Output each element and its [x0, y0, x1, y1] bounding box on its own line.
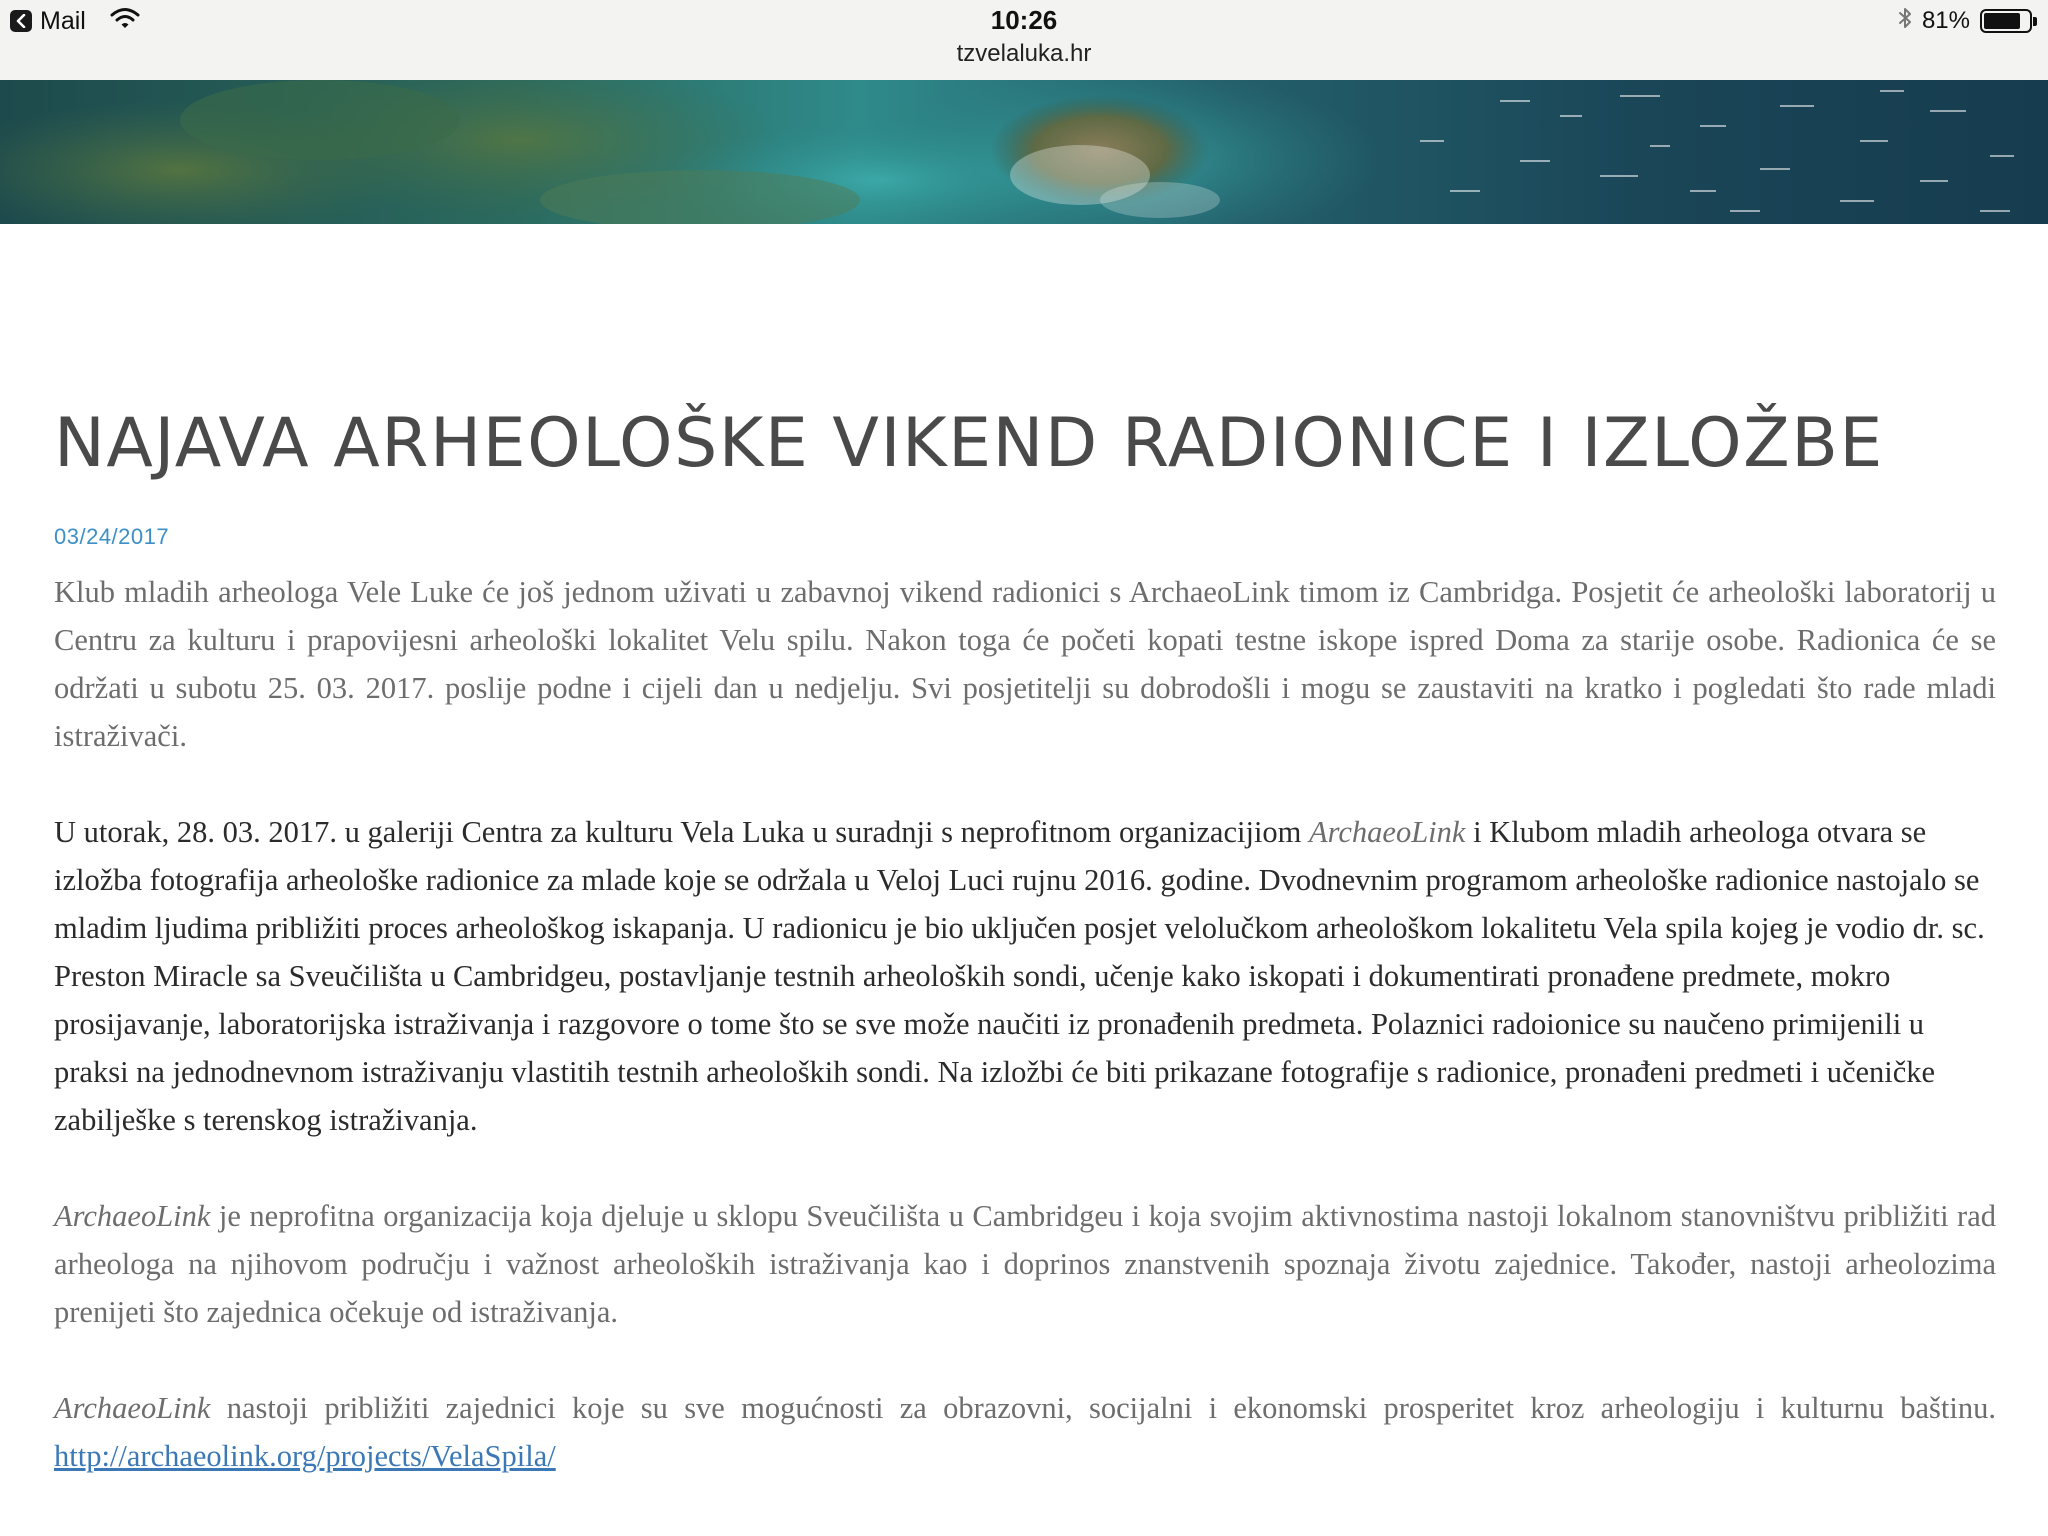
article-title: NAJAVA ARHEOLOŠKE VIKEND RADIONICE I IZLOŽBE	[54, 404, 1884, 483]
battery-percent: 81%	[1921, 7, 1970, 34]
archaeolink-name: ArchaeoLink	[1309, 815, 1466, 849]
status-right	[1898, 6, 2032, 36]
paragraph-4-text: nastoji približiti zajednici koje su sve mogućnosti za obrazovni, socijalni i ekonomski prosperitet kroz arheologiju i kulturnu baštinu.	[210, 1391, 1996, 1425]
battery-fill	[1984, 13, 2020, 29]
article-paragraph-2	[54, 808, 1996, 1144]
archaeolink-project-link[interactable]: http://archaeolink.org/projects/VelaSpila/	[54, 1439, 556, 1473]
clock: 10:26	[990, 5, 1058, 35]
article-body	[54, 568, 1996, 1528]
article-date: 03/24/2017	[54, 524, 170, 549]
sea-coast-banner-image	[0, 80, 2048, 224]
address-bar[interactable]: tzvelaluka.hr	[956, 40, 1092, 67]
paragraph-2-text-end: i Klubom mladih arheologa otvara se izložba fotografija arheološke radionice za mlade koje se održala u Veloj Luci rujnu 2016. godine. Dvodnevnim programom arheološke radionice nastojalo se mladim ljudima približiti proces arheološkog iskapanja. U radionicu je bio uključen posjet velolučkom arheološkom lokalitetu Vela spila kojeg je vodio dr. sc. Preston Miracle sa Sveučilišta u Cambridgeu, postavljanje testnih arheoloških sondi, učenje kako iskopati i dokumentirati pronađene predmete, mokro prosijavanje, laboratorijska istraživanja i razgovore o tome što se sve može naučiti iz pronađenih predmeta. Polaznici radoionice su naučeno primijenili u praksi na jednodnevnom istraživanju vlastitih testnih arheoloških sondi. Na izložbi će biti prikazane fotografije s radionice, pronađeni predmeti i učeničke zabilješke s terenskog istraživanja.	[54, 815, 1985, 1137]
article-paragraph-3	[54, 1192, 1996, 1336]
archaeolink-name: ArchaeoLink	[54, 1391, 211, 1425]
article-paragraph-1: Klub mladih arheologa Vele Luke će još jednom uživati u zabavnoj vikend radionici s ArchaeoLink timom iz Cambridga. Posjetit će arheološki laboratorij u Centru za kulturu i prapovijesni arheološki lokalitet Velu spilu. Nakon toga će početi kopati testne iskope ispred Doma za starije osobe. Radionica će se održati u subotu 25. 03. 2017. poslije podne i cijeli dan u nedjelju. Svi posjetitelji su dobrodošli i mogu se zaustaviti na kratko i pogledati što rade mladi istraživači.	[54, 575, 1996, 753]
paragraph-3-text: je neprofitna organizacija koja djeluje u sklopu Sveučilišta u Cambridgeu i koja svojim aktivnostima nastoji lokalnom stanovništvu približiti rad arheologa na njihovom području i važnost arheoloških istraživanja kao i doprinos znanstvenih spoznaja životu zajednice. Također, nastoji arheolozima prenijeti što zajednica očekuje od istraživanja.	[54, 1199, 1996, 1329]
bluetooth-icon	[1898, 6, 1912, 37]
archaeolink-name: ArchaeoLink	[54, 1199, 211, 1233]
back-app-label: Mail	[40, 6, 86, 35]
article-paragraph-4	[54, 1384, 1996, 1480]
status-bar	[0, 0, 2048, 80]
battery-icon	[1980, 9, 2032, 33]
paragraph-2-text-start: U utorak, 28. 03. 2017. u galeriji Centra za kulturu Vela Luka u suradnji s neprofitnom organizacijiom	[54, 815, 1310, 849]
